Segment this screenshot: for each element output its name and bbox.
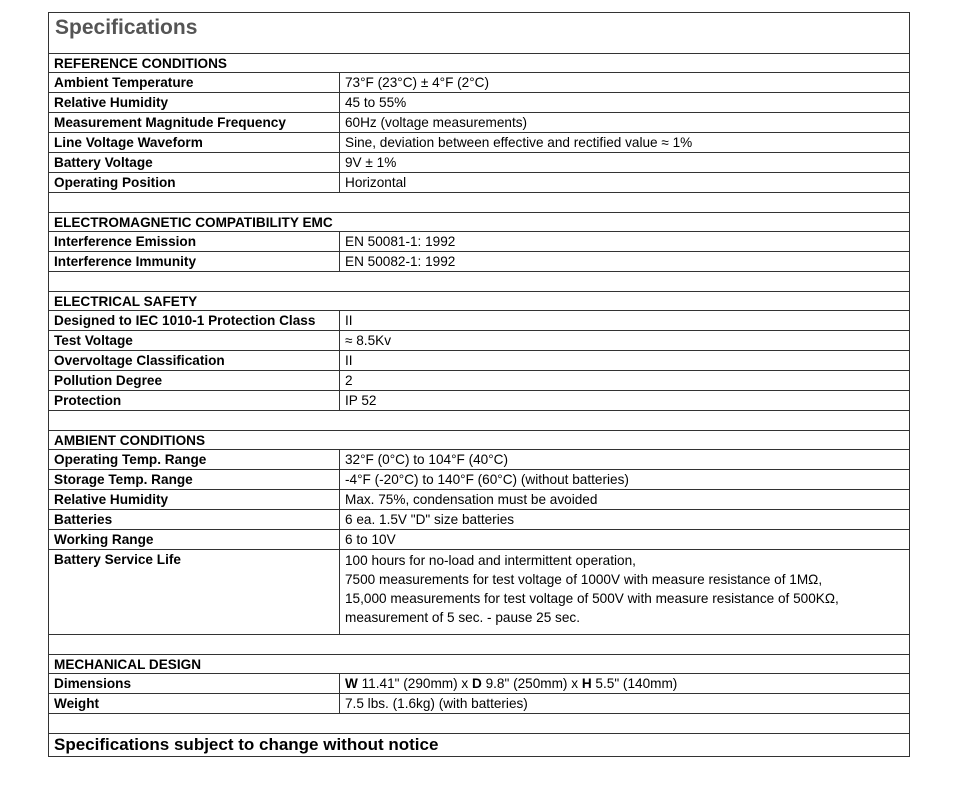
spacer-row: [49, 193, 909, 213]
spec-value: Sine, deviation between effective and rectified value ≈ 1%: [345, 135, 693, 150]
spec-value-multiline: [340, 550, 909, 634]
spec-label: Storage Temp. Range: [49, 470, 340, 489]
spec-value-dimensions: [340, 674, 909, 693]
section-header-electrical-safety: ELECTRICAL SAFETY: [49, 292, 909, 311]
table-row: [49, 232, 909, 252]
spec-label: Relative Humidity: [49, 93, 340, 112]
width-value: 11.41" (290mm) x: [357, 676, 472, 691]
spacer-row: [49, 635, 909, 655]
spec-label: Dimensions: [49, 674, 340, 693]
table-row: [49, 470, 909, 490]
spec-label: Line Voltage Waveform: [49, 133, 340, 152]
spec-label: Pollution Degree: [49, 371, 340, 390]
section-header-reference-conditions: REFERENCE CONDITIONS: [49, 54, 909, 73]
spec-value: ≈ 8.5Kv: [345, 333, 391, 348]
battery-life-line: 7500 measurements for test voltage of 1000V with measure resistance of 1MΩ,: [345, 572, 823, 587]
spec-label: Batteries: [49, 510, 340, 529]
depth-value: 9.8" (250mm) x: [481, 676, 582, 691]
spec-value: IP 52: [345, 393, 377, 408]
spec-value: 6 to 10V: [345, 532, 396, 547]
spacer-row: [49, 411, 909, 431]
spec-value: 2: [345, 373, 353, 388]
spec-value: 32°F (0°C) to 104°F (40°C): [345, 452, 509, 467]
spec-label: Operating Temp. Range: [49, 450, 340, 469]
spec-value: 6 ea. 1.5V "D" size batteries: [345, 512, 515, 527]
battery-life-line: measurement of 5 sec. - pause 25 sec.: [345, 610, 580, 625]
table-row: [49, 113, 909, 133]
height-key: H: [581, 676, 592, 691]
spec-value: 7.5 lbs. (1.6kg) (with batteries): [345, 696, 528, 711]
spec-value: Max. 75%, condensation must be avoided: [345, 492, 598, 507]
specifications-table: [48, 12, 910, 757]
table-row-battery-service-life: [49, 550, 909, 635]
spec-value: II: [345, 313, 353, 328]
spec-label: Measurement Magnitude Frequency: [49, 113, 340, 132]
depth-key: D: [471, 676, 482, 691]
spec-label: Weight: [49, 694, 340, 713]
table-row: [49, 73, 909, 93]
spec-value: EN 50081-1: 1992: [345, 234, 456, 249]
table-row: [49, 153, 909, 173]
spacer-row: [49, 272, 909, 292]
spec-value: Horizontal: [345, 175, 407, 190]
spec-label: Overvoltage Classification: [49, 351, 340, 370]
width-key: W: [345, 676, 358, 691]
spec-value: 9V ± 1%: [345, 155, 397, 170]
spec-label: Relative Humidity: [49, 490, 340, 509]
spec-label: Test Voltage: [49, 331, 340, 350]
page-title: Specifications: [49, 13, 909, 54]
table-row: [49, 490, 909, 510]
spec-label: Interference Immunity: [49, 252, 340, 271]
spec-label: Interference Emission: [49, 232, 340, 251]
footer-notice: Specifications subject to change without notice: [54, 735, 439, 754]
spec-value: II: [345, 353, 353, 368]
spec-label: Ambient Temperature: [49, 73, 340, 92]
table-row: [49, 510, 909, 530]
spec-label: Working Range: [49, 530, 340, 549]
table-row: [49, 331, 909, 351]
spec-label: Protection: [49, 391, 340, 410]
table-row: [49, 674, 909, 694]
table-row: [49, 371, 909, 391]
table-row: [49, 311, 909, 331]
spec-label: Designed to IEC 1010-1 Protection Class: [49, 311, 340, 330]
table-row: [49, 450, 909, 470]
table-row: [49, 133, 909, 153]
spec-value: 73°F (23°C) ± 4°F (2°C): [345, 75, 490, 90]
table-row: [49, 351, 909, 371]
table-row: [49, 252, 909, 272]
table-row: [49, 173, 909, 193]
section-header-mechanical-design: MECHANICAL DESIGN: [49, 655, 909, 674]
section-header-ambient-conditions: AMBIENT CONDITIONS: [49, 431, 909, 450]
spec-label: Battery Service Life: [49, 550, 340, 634]
table-row: [49, 391, 909, 411]
spec-label: Operating Position: [49, 173, 340, 192]
spec-value: 45 to 55%: [345, 95, 407, 110]
spacer-row: [49, 714, 909, 734]
spec-label: Battery Voltage: [49, 153, 340, 172]
section-header-emc: ELECTROMAGNETIC COMPATIBILITY EMC: [49, 213, 909, 232]
height-value: 5.5" (140mm): [591, 676, 678, 691]
battery-life-line: 15,000 measurements for test voltage of 500V with measure resistance of 500KΩ,: [345, 591, 839, 606]
table-row: [49, 93, 909, 113]
table-row: [49, 694, 909, 714]
spec-value: -4°F (-20°C) to 140°F (60°C) (without batteries): [345, 472, 629, 487]
battery-life-line: 100 hours for no-load and intermittent operation,: [345, 553, 636, 568]
table-row: [49, 530, 909, 550]
spec-value: EN 50082-1: 1992: [345, 254, 456, 269]
spec-value: 60Hz (voltage measurements): [345, 115, 528, 130]
